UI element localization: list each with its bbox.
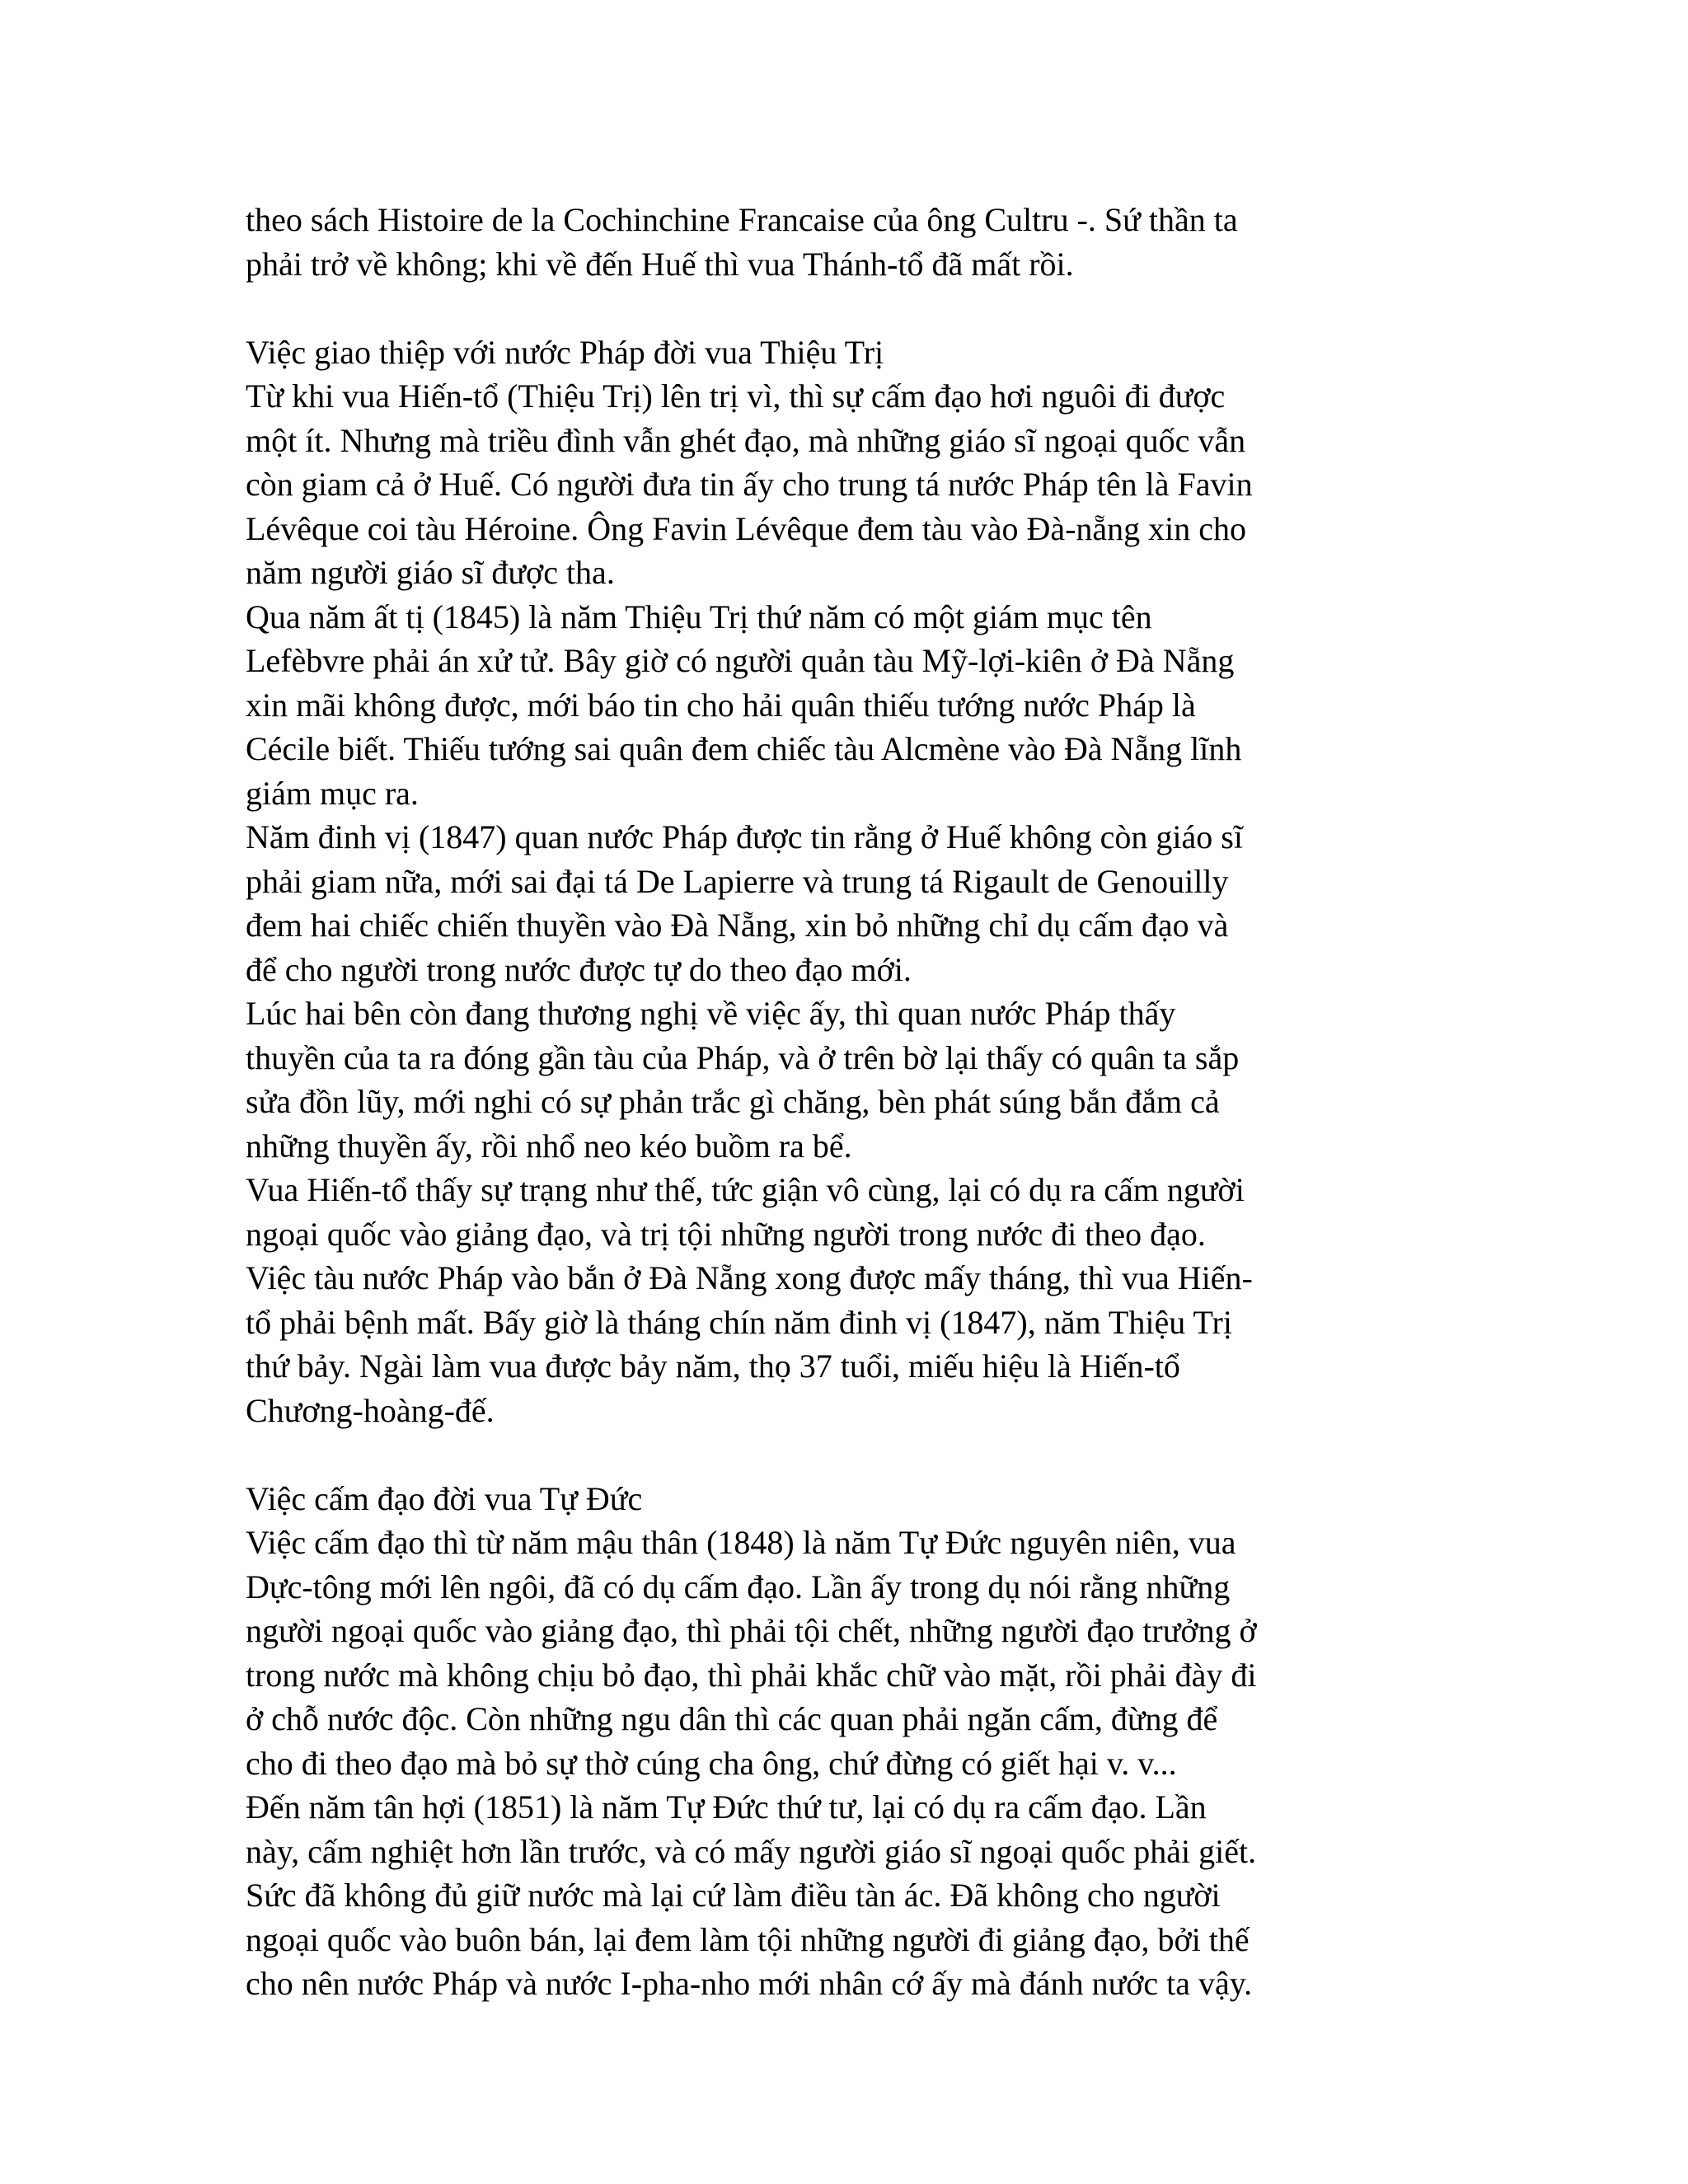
paragraph-gap	[246, 1432, 1449, 1477]
text-line: cho nên nước Pháp và nước I-pha-nho mới nhân cớ ấy mà đánh nước ta vậy.	[246, 1965, 1253, 2002]
text-line: Chương-hoàng-đế.	[246, 1391, 495, 1429]
text-line: Lévêque coi tàu Héroine. Ông Favin Lévêque đem tàu vào Đà-nẵng xin cho	[246, 509, 1247, 547]
text-line: một ít. Nhưng mà triều đình vẫn ghét đạo, mà những giáo sĩ ngoại quốc vẫn	[246, 421, 1246, 459]
text-line: Lefèbvre phải án xử tử. Bây giờ có người quản tàu Mỹ-lợi-kiên ở Đà Nẵng	[246, 642, 1235, 679]
text-line: Sức đã không đủ giữ nước mà lại cứ làm điều tàn ác. Đã không cho người	[246, 1877, 1221, 1914]
text-line: này, cấm nghiệt hơn lần trước, và có mấy người giáo sĩ ngoại quốc phải giết.	[246, 1832, 1257, 1870]
section-heading: Việc giao thiệp với nước Pháp đời vua Thiệu Trị	[246, 333, 884, 371]
text-line: phải trở về không; khi về đến Huế thì vua Thánh-tổ đã mất rồi.	[246, 245, 1074, 283]
section-tu-duc	[246, 1477, 1449, 2006]
text-line: những thuyền ấy, rồi nhổ neo kéo buồm ra bể.	[246, 1127, 852, 1165]
text-line: trong nước mà không chịu bỏ đạo, thì phải khắc chữ vào mặt, rồi phải đày đi	[246, 1656, 1257, 1694]
text-line: phải giam nữa, mới sai đại tá De Lapierre và trung tá Rigault de Genouilly	[246, 862, 1229, 900]
text-line: Qua năm ất tị (1845) là năm Thiệu Trị thứ năm có một giám mục tên	[246, 598, 1152, 635]
text-line: Lúc hai bên còn đang thương nghị về việc ấy, thì quan nước Pháp thấy	[246, 995, 1176, 1032]
text-line: thứ bảy. Ngài làm vua được bảy năm, thọ 37 tuổi, miếu hiệu là Hiến-tổ	[246, 1347, 1180, 1385]
intro-paragraph	[246, 198, 1449, 286]
text-line: để cho người trong nước được tự do theo đạo mới.	[246, 950, 912, 988]
text-line: ngoại quốc vào buôn bán, lại đem làm tội những người đi giảng đạo, bởi thế	[246, 1920, 1250, 1958]
section-thieu-tri	[246, 330, 1449, 1433]
text-line: ở chỗ nước độc. Còn những ngu dân thì các quan phải ngăn cấm, đừng để	[246, 1700, 1218, 1737]
document-page	[246, 198, 1449, 2006]
text-line: Việc tàu nước Pháp vào bắn ở Đà Nẵng xong được mấy tháng, thì vua Hiến-	[246, 1259, 1253, 1296]
text-line: năm người giáo sĩ được tha.	[246, 554, 615, 591]
paragraph-gap	[246, 286, 1449, 330]
text-line: Từ khi vua Hiến-tổ (Thiệu Trị) lên trị vì, thì sự cấm đạo hơi nguôi đi được	[246, 377, 1226, 415]
text-line: theo sách Histoire de la Cochinchine Francaise của ông Cultru -. Sứ thần ta	[246, 201, 1238, 238]
text-line: sửa đồn lũy, mới nghi có sự phản trắc gì chăng, bèn phát súng bắn đắm cả	[246, 1083, 1220, 1120]
text-line: Năm đinh vị (1847) quan nước Pháp được tin rằng ở Huế không còn giáo sĩ	[246, 818, 1243, 855]
text-line: giám mục ra.	[246, 774, 419, 812]
text-line: Đến năm tân hợi (1851) là năm Tự Đức thứ tư, lại có dụ ra cấm đạo. Lần	[246, 1788, 1207, 1825]
text-line: Vua Hiến-tổ thấy sự trạng như thế, tức giận vô cùng, lại có dụ ra cấm người	[246, 1171, 1245, 1208]
text-line: ngoại quốc vào giảng đạo, và trị tội những người trong nước đi theo đạo.	[246, 1215, 1206, 1253]
text-line: xin mãi không được, mới báo tin cho hải quân thiếu tướng nước Pháp là	[246, 686, 1196, 724]
section-heading: Việc cấm đạo đời vua Tự Đức	[246, 1479, 643, 1517]
text-line: Cécile biết. Thiếu tướng sai quân đem chiếc tàu Alcmène vào Đà Nẵng lĩnh	[246, 730, 1242, 767]
text-line: còn giam cả ở Huế. Có người đưa tin ấy cho trung tá nước Pháp tên là Favin	[246, 466, 1253, 503]
text-line: đem hai chiếc chiến thuyền vào Đà Nẵng, xin bỏ những chỉ dụ cấm đạo và	[246, 907, 1229, 944]
text-line: Dực-tông mới lên ngôi, đã có dụ cấm đạo. Lần ấy trong dụ nói rằng những	[246, 1568, 1231, 1605]
text-line: cho đi theo đạo mà bỏ sự thờ cúng cha ông, chứ đừng có giết hại v. v...	[246, 1744, 1177, 1782]
text-line: tổ phải bệnh mất. Bấy giờ là tháng chín năm đinh vị (1847), năm Thiệu Trị	[246, 1303, 1232, 1341]
text-line: Việc cấm đạo thì từ năm mậu thân (1848) là năm Tự Đức nguyên niên, vua	[246, 1524, 1236, 1561]
text-line: người ngoại quốc vào giảng đạo, thì phải tội chết, những người đạo trưởng ở	[246, 1612, 1257, 1649]
text-line: thuyền của ta ra đóng gần tàu của Pháp, và ở trên bờ lại thấy có quân ta sắp	[246, 1038, 1240, 1076]
